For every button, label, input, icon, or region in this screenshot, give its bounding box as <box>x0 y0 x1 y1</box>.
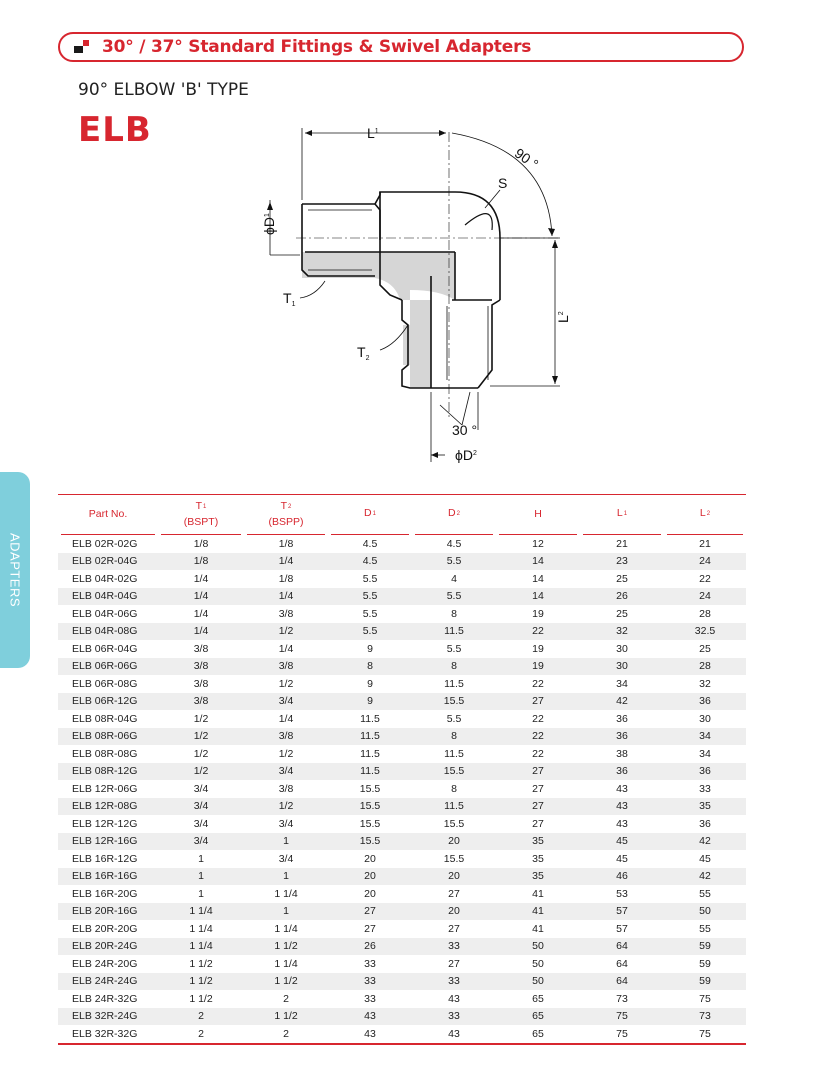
table-cell: 11.5 <box>360 747 380 760</box>
table-cell: 5.5 <box>412 553 496 571</box>
table-cell: 19 <box>532 607 544 620</box>
table-cell: 33 <box>412 973 496 991</box>
part-number-cell: ELB 20R-16G <box>58 903 158 921</box>
table-cell: 3/4 <box>244 693 328 711</box>
table-cell: 1 1/2 <box>158 973 244 991</box>
col-l1: $L_1$ <box>580 495 664 535</box>
table-cell: 36 <box>580 728 664 746</box>
table-cell: 35 <box>496 868 580 886</box>
table-cell: 34 <box>699 747 711 760</box>
part-number-cell: ELB 32R-32G <box>72 1027 138 1040</box>
side-tab-adapters[interactable] <box>0 472 30 668</box>
table-row <box>58 728 746 746</box>
table-cell: 11.5 <box>328 728 412 746</box>
table-cell: 20 <box>412 903 496 921</box>
table-cell: 1/4 <box>158 623 244 641</box>
table-cell: 33 <box>364 992 376 1005</box>
table-row <box>58 534 746 553</box>
label-t2: $T_2$ <box>357 344 370 362</box>
table-cell: 1/8 <box>278 537 294 550</box>
table-row <box>58 710 746 728</box>
table-cell: 5.5 <box>446 712 462 725</box>
table-cell: 33 <box>412 938 496 956</box>
table-cell: 1/2 <box>193 712 209 725</box>
table-cell: 1 1/2 <box>244 973 328 991</box>
table-cell: 65 <box>532 1027 544 1040</box>
table-cell: 65 <box>532 992 544 1005</box>
table-cell: 45 <box>580 833 664 851</box>
table-row <box>58 623 746 641</box>
table-cell: 42 <box>664 833 746 851</box>
part-number-cell: ELB 20R-24G <box>58 938 158 956</box>
part-number-cell: ELB 06R-12G <box>58 693 158 711</box>
table-row <box>58 745 746 763</box>
table-cell: 30 <box>699 712 711 725</box>
col-t1: $T_1$ (BSPT) <box>158 495 244 535</box>
table-cell: 27 <box>496 798 580 816</box>
table-cell: 27 <box>364 922 376 935</box>
table-cell: 26 <box>580 588 664 606</box>
table-cell: 9 <box>367 642 373 655</box>
table-cell: 36 <box>664 693 746 711</box>
table-cell: 1/2 <box>244 798 328 816</box>
table-cell: 57 <box>616 922 628 935</box>
part-number-cell: ELB 04R-06G <box>72 607 138 620</box>
table-cell: 26 <box>328 938 412 956</box>
table-cell: 43 <box>364 1027 376 1040</box>
table-cell: 1 1/2 <box>244 1008 328 1026</box>
table-cell: 36 <box>580 763 664 781</box>
table-cell: 12 <box>532 537 544 550</box>
table-cell: 22 <box>496 728 580 746</box>
table-cell: 1/2 <box>158 763 244 781</box>
table-cell: 14 <box>532 572 544 585</box>
table-cell: 36 <box>664 763 746 781</box>
table-cell: 15.5 <box>443 817 465 830</box>
part-number-cell: ELB 24R-32G <box>72 992 138 1005</box>
table-cell: 3/8 <box>193 677 209 690</box>
table-cell: 43 <box>616 782 628 795</box>
table-cell: 1 <box>244 868 328 886</box>
table-cell: 20 <box>364 887 376 900</box>
table-row <box>58 850 746 868</box>
table-cell: 59 <box>664 938 746 956</box>
table-cell: 1/4 <box>193 607 209 620</box>
table-cell: 1 1/2 <box>189 957 213 970</box>
table-cell: 75 <box>616 1027 628 1040</box>
table-header-row <box>58 495 746 535</box>
table-row <box>58 1008 746 1026</box>
table-cell: 22 <box>532 677 544 690</box>
table-cell: 1 1/2 <box>189 992 213 1005</box>
table-cell: 28 <box>664 658 746 676</box>
part-number-cell: ELB 32R-24G <box>58 1008 158 1026</box>
table-cell: 36 <box>699 817 711 830</box>
table-cell: 3/4 <box>244 763 328 781</box>
table-cell: 25 <box>616 607 628 620</box>
table-cell: 34 <box>616 677 628 690</box>
table-cell: 3/4 <box>193 782 209 795</box>
table-cell: 14 <box>496 588 580 606</box>
table-cell: 32 <box>580 623 664 641</box>
table-cell: 1 <box>198 852 204 865</box>
table-cell: 73 <box>664 1008 746 1026</box>
part-number-cell: ELB 06R-06G <box>58 658 158 676</box>
table-cell: 28 <box>699 607 711 620</box>
table-cell: 1 1/2 <box>244 938 328 956</box>
table-cell: 50 <box>532 957 544 970</box>
part-number-cell: ELB 08R-04G <box>72 712 138 725</box>
table-cell: 33 <box>364 957 376 970</box>
table-row <box>58 605 746 623</box>
table-cell: 15.5 <box>412 763 496 781</box>
table-cell: 1/2 <box>244 623 328 641</box>
table-cell: 1 <box>198 887 204 900</box>
table-cell: 19 <box>496 658 580 676</box>
table-row <box>58 763 746 781</box>
table-cell: 59 <box>664 973 746 991</box>
table-cell: 20 <box>412 868 496 886</box>
table-cell: 36 <box>616 712 628 725</box>
table-cell: 22 <box>532 712 544 725</box>
table-cell: 9 <box>367 677 373 690</box>
table-cell: 8 <box>451 607 457 620</box>
table-cell: 25 <box>616 572 628 585</box>
table-cell: 1/4 <box>244 588 328 606</box>
part-number-cell: ELB 08R-12G <box>58 763 158 781</box>
table-cell: 64 <box>616 957 628 970</box>
elbow-technical-drawing <box>240 120 580 470</box>
table-cell: 2 <box>283 1027 289 1040</box>
table-cell: 19 <box>532 642 544 655</box>
table-cell: 33 <box>328 973 412 991</box>
part-number-cell: ELB 06R-04G <box>72 642 138 655</box>
table-cell: 3/8 <box>193 642 209 655</box>
table-cell: 2 <box>158 1008 244 1026</box>
col-part-no: Part No. <box>58 495 158 535</box>
table-cell: 1/4 <box>278 712 294 725</box>
table-row <box>58 570 746 588</box>
table-cell: 27 <box>448 957 460 970</box>
part-number-cell: ELB 08R-06G <box>58 728 158 746</box>
table-cell: 20 <box>364 852 376 865</box>
table-cell: 4 <box>451 572 457 585</box>
table-cell: 3/8 <box>158 693 244 711</box>
table-cell: 43 <box>448 1027 460 1040</box>
table-cell: 1 1/4 <box>189 922 213 935</box>
col-d1: $D_1$ <box>328 495 412 535</box>
table-cell: 35 <box>496 833 580 851</box>
table-cell: 42 <box>664 868 746 886</box>
table-cell: 1 1/4 <box>158 938 244 956</box>
table-cell: 15.5 <box>412 693 496 711</box>
table-row <box>58 780 746 798</box>
table-row <box>58 553 746 571</box>
table-cell: 64 <box>580 938 664 956</box>
table-cell: 1/2 <box>278 747 294 760</box>
label-angle-30: 30 ° <box>452 422 478 438</box>
table-row <box>58 588 746 606</box>
col-h: H <box>496 495 580 535</box>
table-body <box>58 534 746 1044</box>
table-cell: 15.5 <box>328 833 412 851</box>
table-cell: 33 <box>699 782 711 795</box>
table-cell: 41 <box>532 922 544 935</box>
table-cell: 8 <box>412 728 496 746</box>
table-cell: 5.5 <box>362 572 378 585</box>
table-cell: 33 <box>412 1008 496 1026</box>
brand-squares-icon <box>74 40 94 54</box>
part-number-cell: ELB 24R-20G <box>72 957 138 970</box>
dimension-arrows <box>267 130 558 458</box>
part-number-cell: ELB 02R-04G <box>58 553 158 571</box>
label-s: S <box>498 175 508 191</box>
table-cell: 22 <box>532 747 544 760</box>
table-cell: 11.5 <box>360 712 380 725</box>
table-cell: 57 <box>580 903 664 921</box>
table-cell: 3/4 <box>278 817 294 830</box>
table-cell: 1/8 <box>158 553 244 571</box>
table-cell: 1/2 <box>278 677 294 690</box>
col-t2: $T_2$ (BSPP) <box>244 495 328 535</box>
table-cell: 50 <box>496 938 580 956</box>
part-number-cell: ELB 16R-12G <box>72 852 138 865</box>
label-l2: $L^2$ <box>555 311 571 323</box>
table-cell: 15.5 <box>328 798 412 816</box>
part-number-cell: ELB 04R-08G <box>58 623 158 641</box>
table-cell: 22 <box>699 572 711 585</box>
product-code: ELB <box>78 110 152 150</box>
table-cell: 43 <box>616 817 628 830</box>
table-cell: 43 <box>580 798 664 816</box>
table-cell: 11.5 <box>412 798 496 816</box>
section-fill <box>302 252 455 388</box>
table-cell: 45 <box>616 852 628 865</box>
table-cell: 1 1/4 <box>274 922 298 935</box>
table-cell: 50 <box>496 973 580 991</box>
table-cell: 15.5 <box>443 852 465 865</box>
table-cell: 43 <box>448 992 460 1005</box>
table-cell: 4.5 <box>328 553 412 571</box>
section-header <box>58 32 744 62</box>
label-l1: $L^1$ <box>367 125 379 141</box>
table-cell: 15.5 <box>359 782 381 795</box>
table-row <box>58 938 746 956</box>
table-cell: 27 <box>448 922 460 935</box>
table-cell: 9 <box>328 693 412 711</box>
table-cell: 43 <box>328 1008 412 1026</box>
table-cell: 75 <box>580 1008 664 1026</box>
table-cell: 5.5 <box>362 607 378 620</box>
table-cell: 46 <box>580 868 664 886</box>
table-row <box>58 658 746 676</box>
part-number-cell: ELB 02R-02G <box>72 537 138 550</box>
table-cell: 41 <box>532 887 544 900</box>
table-cell: 25 <box>699 642 711 655</box>
part-number-cell: ELB 04R-04G <box>58 588 158 606</box>
table-cell: 3/8 <box>278 607 294 620</box>
table-cell: 3/8 <box>158 658 244 676</box>
table-row <box>58 885 746 903</box>
table-cell: 23 <box>580 553 664 571</box>
table-cell: 32 <box>699 677 711 690</box>
table-cell: 21 <box>699 537 711 550</box>
table-cell: 27 <box>532 817 544 830</box>
table-cell: 30 <box>616 642 628 655</box>
table-cell: 5.5 <box>328 623 412 641</box>
table-cell: 3/8 <box>244 658 328 676</box>
table-row <box>58 798 746 816</box>
table-row <box>58 693 746 711</box>
table-cell: 50 <box>664 903 746 921</box>
table-cell: 41 <box>496 903 580 921</box>
table-cell: 75 <box>699 992 711 1005</box>
table-cell: 5.5 <box>412 588 496 606</box>
table-cell: 38 <box>616 747 628 760</box>
part-number-cell: ELB 12R-12G <box>72 817 138 830</box>
part-number-cell: ELB 20R-20G <box>72 922 138 935</box>
table-cell: 2 <box>198 1027 204 1040</box>
part-number-cell: ELB 16R-20G <box>72 887 138 900</box>
dimension-table <box>58 494 746 1045</box>
table-cell: 15.5 <box>359 817 381 830</box>
table-cell: 27 <box>448 887 460 900</box>
table-cell: 75 <box>699 1027 711 1040</box>
label-d1: $\phi D^1$ <box>261 213 277 235</box>
table-cell: 1 1/4 <box>274 887 298 900</box>
table-cell: 3/4 <box>158 798 244 816</box>
table-row <box>58 903 746 921</box>
table-cell: 4.5 <box>362 537 378 550</box>
table-cell: 3/8 <box>244 728 328 746</box>
table-cell: 24 <box>664 588 746 606</box>
table-cell: 11.5 <box>444 747 464 760</box>
table-cell: 4.5 <box>446 537 462 550</box>
part-number-cell: ELB 12R-06G <box>72 782 138 795</box>
part-number-cell: ELB 24R-24G <box>58 973 158 991</box>
table-cell: 1/8 <box>278 572 294 585</box>
table-cell: 8 <box>451 782 457 795</box>
table-cell: 32.5 <box>664 623 746 641</box>
part-number-cell: ELB 16R-16G <box>58 868 158 886</box>
table-cell: 42 <box>580 693 664 711</box>
col-d2: $D_2$ <box>412 495 496 535</box>
part-number-cell: ELB 06R-08G <box>72 677 138 690</box>
table-cell: 59 <box>699 957 711 970</box>
table-cell: 3/4 <box>193 817 209 830</box>
part-number-cell: ELB 12R-08G <box>58 798 158 816</box>
part-number-cell: ELB 04R-02G <box>72 572 138 585</box>
table-cell: 1 <box>244 833 328 851</box>
table-cell: 20 <box>412 833 496 851</box>
section-title: 30° / 37° Standard Fittings & Swivel Adapters <box>102 37 532 57</box>
label-angle-90: 90 ° <box>511 144 542 173</box>
table-cell: 3/4 <box>278 852 294 865</box>
table-row <box>58 815 746 833</box>
table-row <box>58 990 746 1008</box>
table-cell: 1/8 <box>193 537 209 550</box>
table-cell: 1/4 <box>278 642 294 655</box>
table-row <box>58 868 746 886</box>
table-cell: 2 <box>283 992 289 1005</box>
table-cell: 5.5 <box>446 642 462 655</box>
table-cell: 1/4 <box>158 588 244 606</box>
table-cell: 35 <box>532 852 544 865</box>
thread-lines <box>308 210 488 380</box>
table-cell: 24 <box>664 553 746 571</box>
table-cell: 3/4 <box>158 833 244 851</box>
col-l2: $L_2$ <box>664 495 746 535</box>
table-cell: 53 <box>616 887 628 900</box>
label-d2: $\phi D^2$ <box>455 447 477 463</box>
table-cell: 30 <box>580 658 664 676</box>
dimension-lines <box>270 128 560 462</box>
product-subtitle: 90° ELBOW 'B' TYPE <box>78 80 249 100</box>
table-row <box>58 973 746 991</box>
table-cell: 65 <box>496 1008 580 1026</box>
table-cell: 5.5 <box>328 588 412 606</box>
table-cell: 64 <box>580 973 664 991</box>
table-cell: 1 1/4 <box>274 957 298 970</box>
table-cell: 8 <box>328 658 412 676</box>
part-number-cell: ELB 12R-16G <box>58 833 158 851</box>
table-cell: 8 <box>412 658 496 676</box>
table-row <box>58 833 746 851</box>
table-cell: 22 <box>496 623 580 641</box>
label-t1: $T_1$ <box>283 290 296 308</box>
table-cell: 11.5 <box>412 623 496 641</box>
part-number-cell: ELB 08R-08G <box>72 747 138 760</box>
table-cell: 45 <box>699 852 711 865</box>
table-cell: 34 <box>664 728 746 746</box>
table-cell: 11.5 <box>444 677 464 690</box>
table-cell: 55 <box>699 922 711 935</box>
table-cell: 55 <box>699 887 711 900</box>
table-row <box>58 675 746 693</box>
table-cell: 1/2 <box>193 747 209 760</box>
table-row <box>58 640 746 658</box>
table-row <box>58 1025 746 1044</box>
table-cell: 73 <box>616 992 628 1005</box>
table-cell: 27 <box>496 763 580 781</box>
table-cell: 3/8 <box>278 782 294 795</box>
table-cell: 35 <box>664 798 746 816</box>
table-cell: 21 <box>616 537 628 550</box>
table-cell: 1/4 <box>193 572 209 585</box>
table-cell: 27 <box>328 903 412 921</box>
side-tab-label: ADAPTERS <box>7 532 23 608</box>
table-cell: 1 1/4 <box>158 903 244 921</box>
dimension-labels <box>261 125 571 463</box>
table-row <box>58 955 746 973</box>
table-cell: 1 <box>158 868 244 886</box>
table-cell: 1 <box>244 903 328 921</box>
table-row <box>58 920 746 938</box>
table-cell: 27 <box>532 782 544 795</box>
table-cell: 1/4 <box>244 553 328 571</box>
table-cell: 27 <box>496 693 580 711</box>
table-cell: 20 <box>328 868 412 886</box>
table-cell: 14 <box>496 553 580 571</box>
table-cell: 1/2 <box>158 728 244 746</box>
table-cell: 11.5 <box>328 763 412 781</box>
